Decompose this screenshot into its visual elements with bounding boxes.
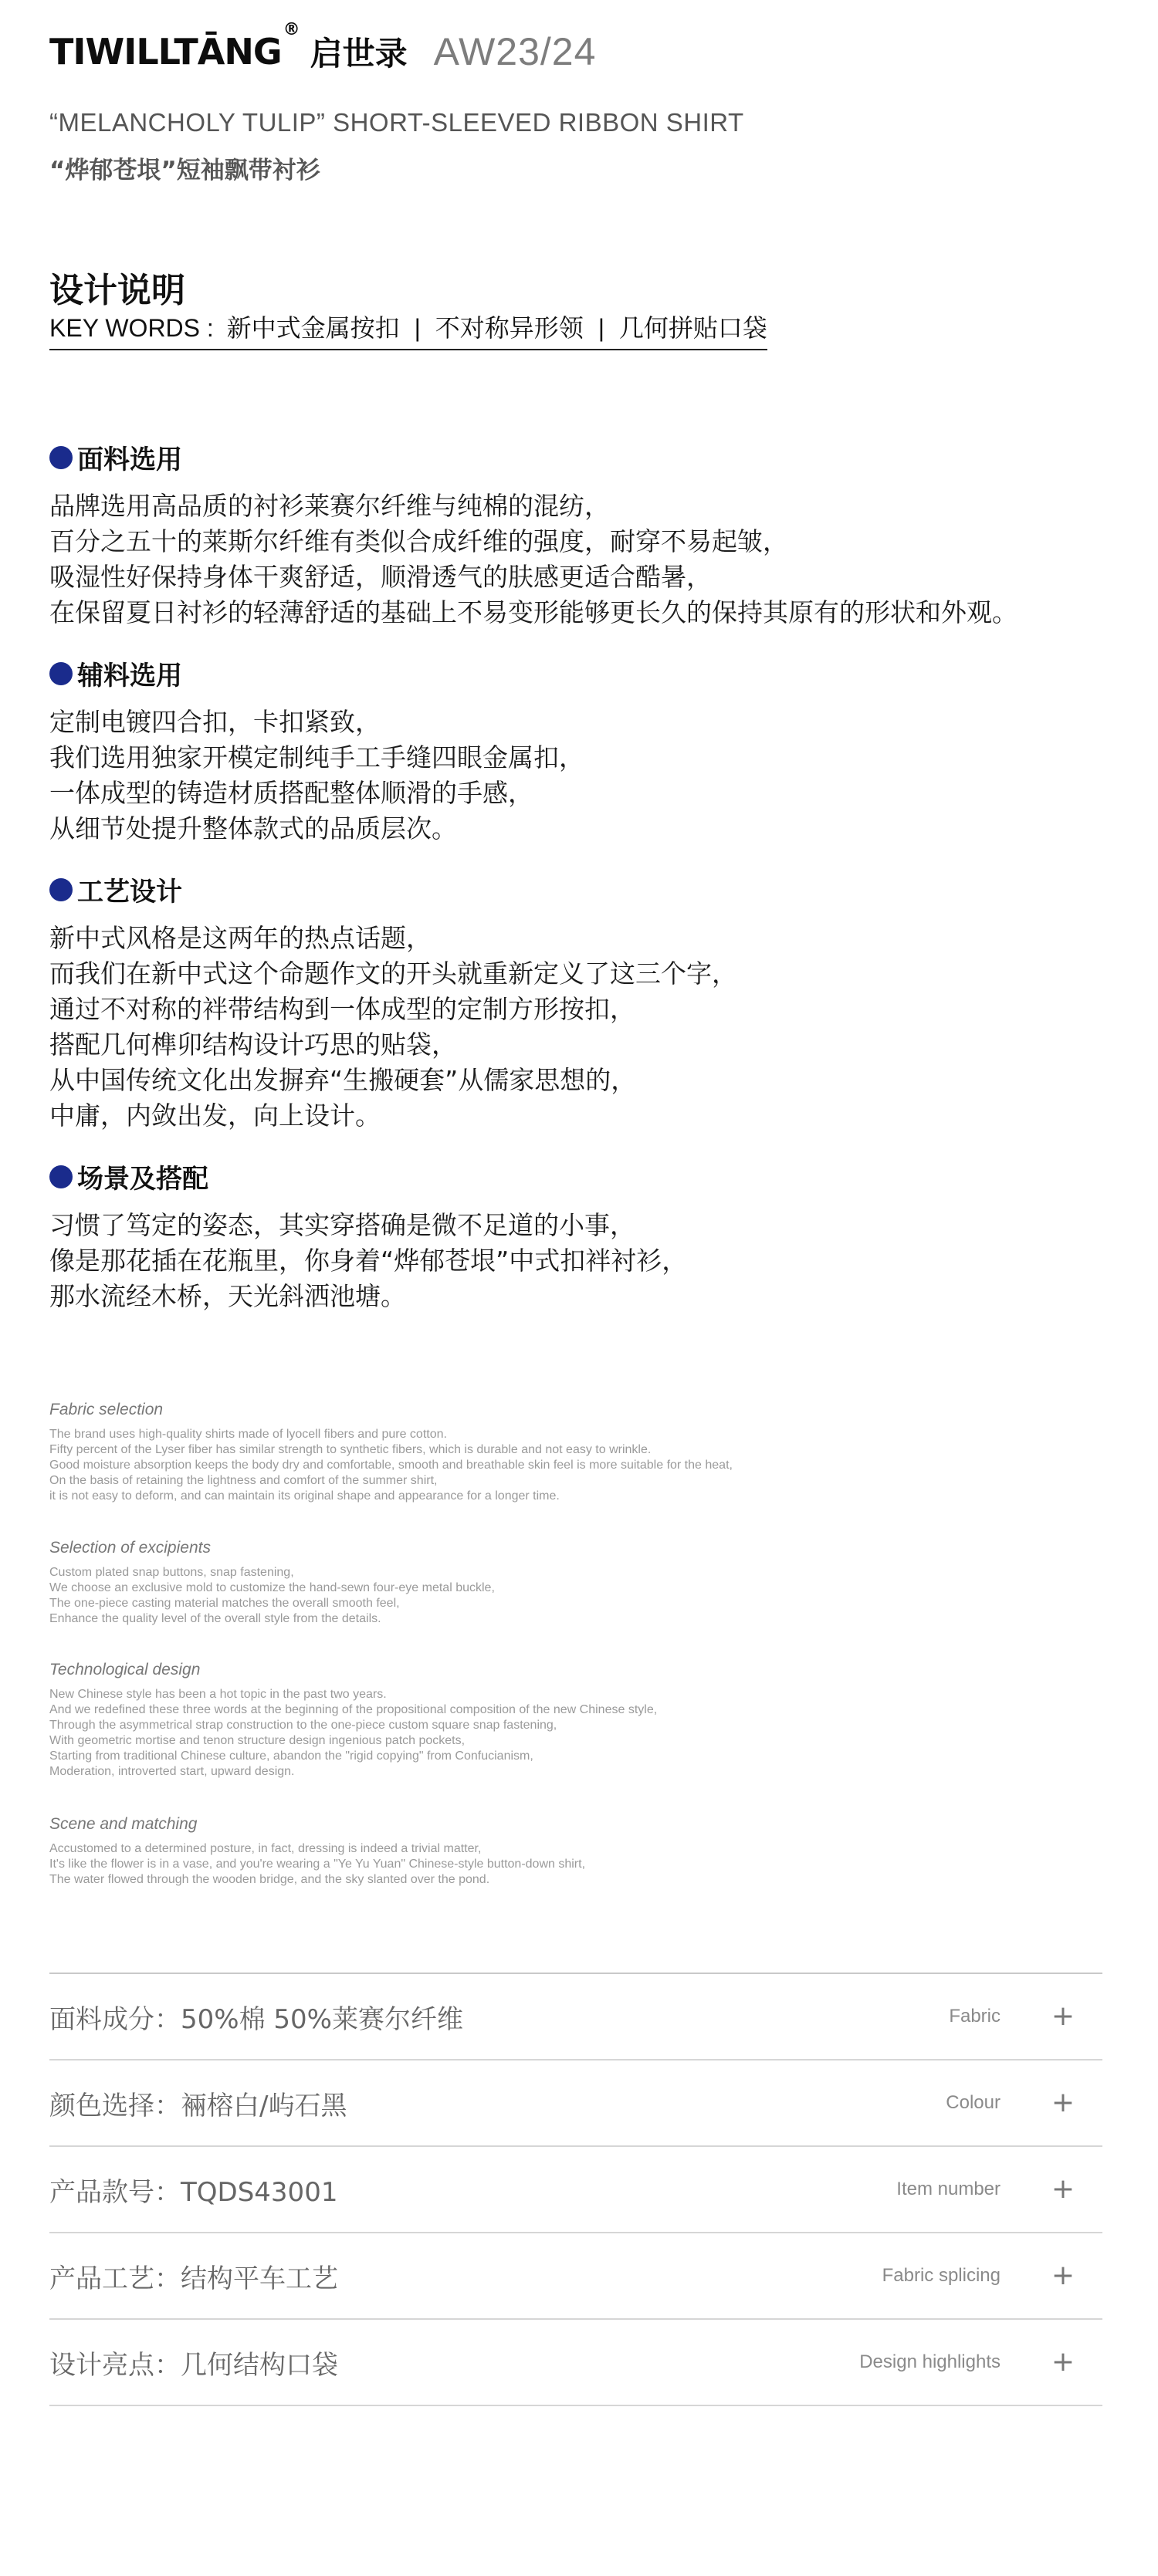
plus-icon[interactable]: + <box>1051 2173 1075 2205</box>
bullet-icon <box>49 446 73 469</box>
keywords-line <box>49 309 767 350</box>
brand-logo <box>49 20 300 73</box>
cn-section-title-text: 面料选用 <box>77 445 182 475</box>
cn-line: 品牌选用高品质的衬衫莱赛尔纤维与纯棉的混纺， <box>49 491 610 521</box>
spec-label-en: Colour <box>946 2092 1001 2113</box>
en-line: Moderation, introverted start, upward design. <box>49 1765 295 1778</box>
en-section-title: Selection of excipients <box>49 1539 211 1557</box>
spec-list <box>49 1973 1102 2406</box>
cn-line: 一体成型的铸造材质搭配整体顺滑的手感， <box>49 778 533 808</box>
en-line: We choose an exclusive mold to customize the hand-sewn four-eye metal buckle, <box>49 1581 495 1594</box>
spec-value: 面料成分：50%棉 50%莱赛尔纤维 <box>49 2003 463 2035</box>
cn-section-title-text: 工艺设计 <box>77 877 182 908</box>
en-line: Fifty percent of the Lyser fiber has similar strength to synthetic fibers, which is durable and not easy to wrinkle. <box>49 1443 652 1456</box>
spec-label-en: Design highlights <box>859 2351 1001 2372</box>
cn-line: 百分之五十的莱斯尔纤维有类似合成纤维的强度，耐穿不易起皱， <box>49 526 788 556</box>
spec-value: 产品款号：TQDS43001 <box>49 2176 338 2208</box>
spec-value: 产品工艺：结构平车工艺 <box>49 2263 338 2294</box>
spec-value: 设计亮点：几何结构口袋 <box>49 2349 338 2381</box>
spec-label-en: Fabric <box>949 2006 1001 2027</box>
cn-section-excipients <box>49 654 1115 847</box>
plus-icon[interactable]: + <box>1051 2346 1075 2378</box>
en-line: New Chinese style has been a hot topic in the past two years. <box>49 1688 387 1701</box>
plus-icon[interactable]: + <box>1051 2087 1075 2118</box>
keyword: 新中式金属按扣 <box>226 314 400 342</box>
cn-section-fabric <box>49 438 1115 630</box>
en-section-excipients <box>49 1539 1053 1627</box>
season-label: AW23/24 <box>433 30 597 73</box>
en-line: It's like the flower is in a vase, and you're wearing a "Ye Yu Yuan" Chinese-style button-down shirt, <box>49 1858 586 1871</box>
spec-row-colour[interactable] <box>49 2060 1102 2147</box>
bullet-icon <box>49 878 73 901</box>
keyword: 几何拼贴口袋 <box>618 314 767 342</box>
cn-line: 中庸，内敛出发，向上设计。 <box>49 1100 381 1131</box>
en-line: The brand uses high-quality shirts made of lyocell fibers and pure cotton. <box>49 1428 447 1441</box>
design-heading: 设计说明 <box>49 271 185 310</box>
en-section-title: Scene and matching <box>49 1815 198 1833</box>
spec-value: 颜色选择：裲榕白/屿石黑 <box>49 2090 347 2121</box>
cn-line: 搭配几何榫卯结构设计巧思的贴袋， <box>49 1029 457 1060</box>
en-line: Good moisture absorption keeps the body dry and comfortable, smooth and breathable skin feel is more suitable for the heat, <box>49 1459 733 1472</box>
en-section-fabric <box>49 1401 1053 1504</box>
keywords-label: KEY WORDS : <box>49 314 214 342</box>
product-title-cn: “烨郁苍垠”短袖飘带衬衫 <box>49 157 320 184</box>
keyword-separator: | <box>414 314 421 342</box>
product-title-en: “MELANCHOLY TULIP” SHORT-SLEEVED RIBBON SHIRT <box>49 108 744 137</box>
plus-icon[interactable]: + <box>1051 2260 1075 2291</box>
en-section-scene <box>49 1815 1053 1888</box>
brand-name-cn: 启世录 <box>310 35 408 73</box>
brand-header <box>49 20 597 79</box>
cn-line: 在保留夏日衬衫的轻薄舒适的基础上不易变形能够更长久的保持其原有的形状和外观。 <box>49 597 1017 627</box>
spec-row-fabric-splicing[interactable] <box>49 2233 1102 2320</box>
cn-section-scene <box>49 1158 1115 1314</box>
en-line: Starting from traditional Chinese culture, abandon the "rigid copying" from Confucianism, <box>49 1749 533 1763</box>
en-section-technology <box>49 1661 1053 1780</box>
spec-label-en: Fabric splicing <box>882 2265 1001 2286</box>
en-line: Custom plated snap buttons, snap fastening, <box>49 1566 294 1579</box>
cn-line: 我们选用独家开模定制纯手工手缝四眼金属扣， <box>49 742 584 772</box>
en-section-title: Technological design <box>49 1661 201 1678</box>
en-line: Accustomed to a determined posture, in fact, dressing is indeed a trivial matter, <box>49 1842 482 1855</box>
spec-label-en: Item number <box>896 2179 1001 2199</box>
bullet-icon <box>49 1165 73 1188</box>
cn-line: 而我们在新中式这个命题作文的开头就重新定义了这三个字， <box>49 958 737 989</box>
spec-row-item-number[interactable] <box>49 2147 1102 2233</box>
en-line: And we redefined these three words at the beginning of the propositional composition of the new Chinese style, <box>49 1703 658 1716</box>
cn-line: 从中国传统文化出发摒弃“生搬硬套”从儒家思想的， <box>49 1065 637 1095</box>
en-line: The one-piece casting material matches the overall smooth feel, <box>49 1597 400 1610</box>
cn-line: 定制电镀四合扣，卡扣紧致， <box>49 707 381 737</box>
en-line: Through the asymmetrical strap construction to the one-piece custom square snap fastening, <box>49 1719 557 1732</box>
cn-line: 习惯了笃定的姿态，其实穿搭确是微不足道的小事， <box>49 1210 635 1240</box>
en-line: With geometric mortise and tenon structure design ingenious patch pockets, <box>49 1734 466 1747</box>
bullet-icon <box>49 662 73 685</box>
en-line: it is not easy to deform, and can maintain its original shape and appearance for a longer time. <box>49 1489 560 1503</box>
en-line: On the basis of retaining the lightness and comfort of the summer shirt, <box>49 1474 438 1487</box>
cn-line: 吸湿性好保持身体干爽舒适，顺滑透气的肤感更适合酷暑， <box>49 562 712 592</box>
cn-section-title <box>49 1158 1115 1195</box>
cn-line: 从细节处提升整体款式的品质层次。 <box>49 813 457 843</box>
registered-mark: ® <box>283 20 300 39</box>
spec-row-design-highlights[interactable] <box>49 2320 1102 2406</box>
en-line: The water flowed through the wooden bridge, and the sky slanted over the pond. <box>49 1873 490 1886</box>
cn-line: 通过不对称的袢带结构到一体成型的定制方形按扣， <box>49 994 635 1024</box>
cn-section-title-text: 场景及搭配 <box>77 1164 208 1195</box>
cn-line: 新中式风格是这两年的热点话题， <box>49 923 432 953</box>
brand-name-en: TIWILLTĀNG <box>49 31 282 73</box>
spec-row-fabric[interactable] <box>49 1974 1102 2060</box>
plus-icon[interactable]: + <box>1051 2000 1075 2032</box>
cn-line: 那水流经木桥，天光斜洒池塘。 <box>49 1281 406 1311</box>
keyword: 不对称异形领 <box>435 314 584 342</box>
cn-section-title-text: 辅料选用 <box>77 661 182 691</box>
cn-section-title <box>49 438 1115 476</box>
cn-section-title <box>49 870 1115 908</box>
cn-line: 像是那花插在花瓶里，你身着“烨郁苍垠”中式扣袢衬衫， <box>49 1246 688 1276</box>
en-line: Enhance the quality level of the overall style from the details. <box>49 1612 381 1625</box>
en-section-title: Fabric selection <box>49 1401 164 1418</box>
cn-section-craft <box>49 870 1115 1134</box>
keyword-separator: | <box>598 314 604 342</box>
cn-section-title <box>49 654 1115 692</box>
